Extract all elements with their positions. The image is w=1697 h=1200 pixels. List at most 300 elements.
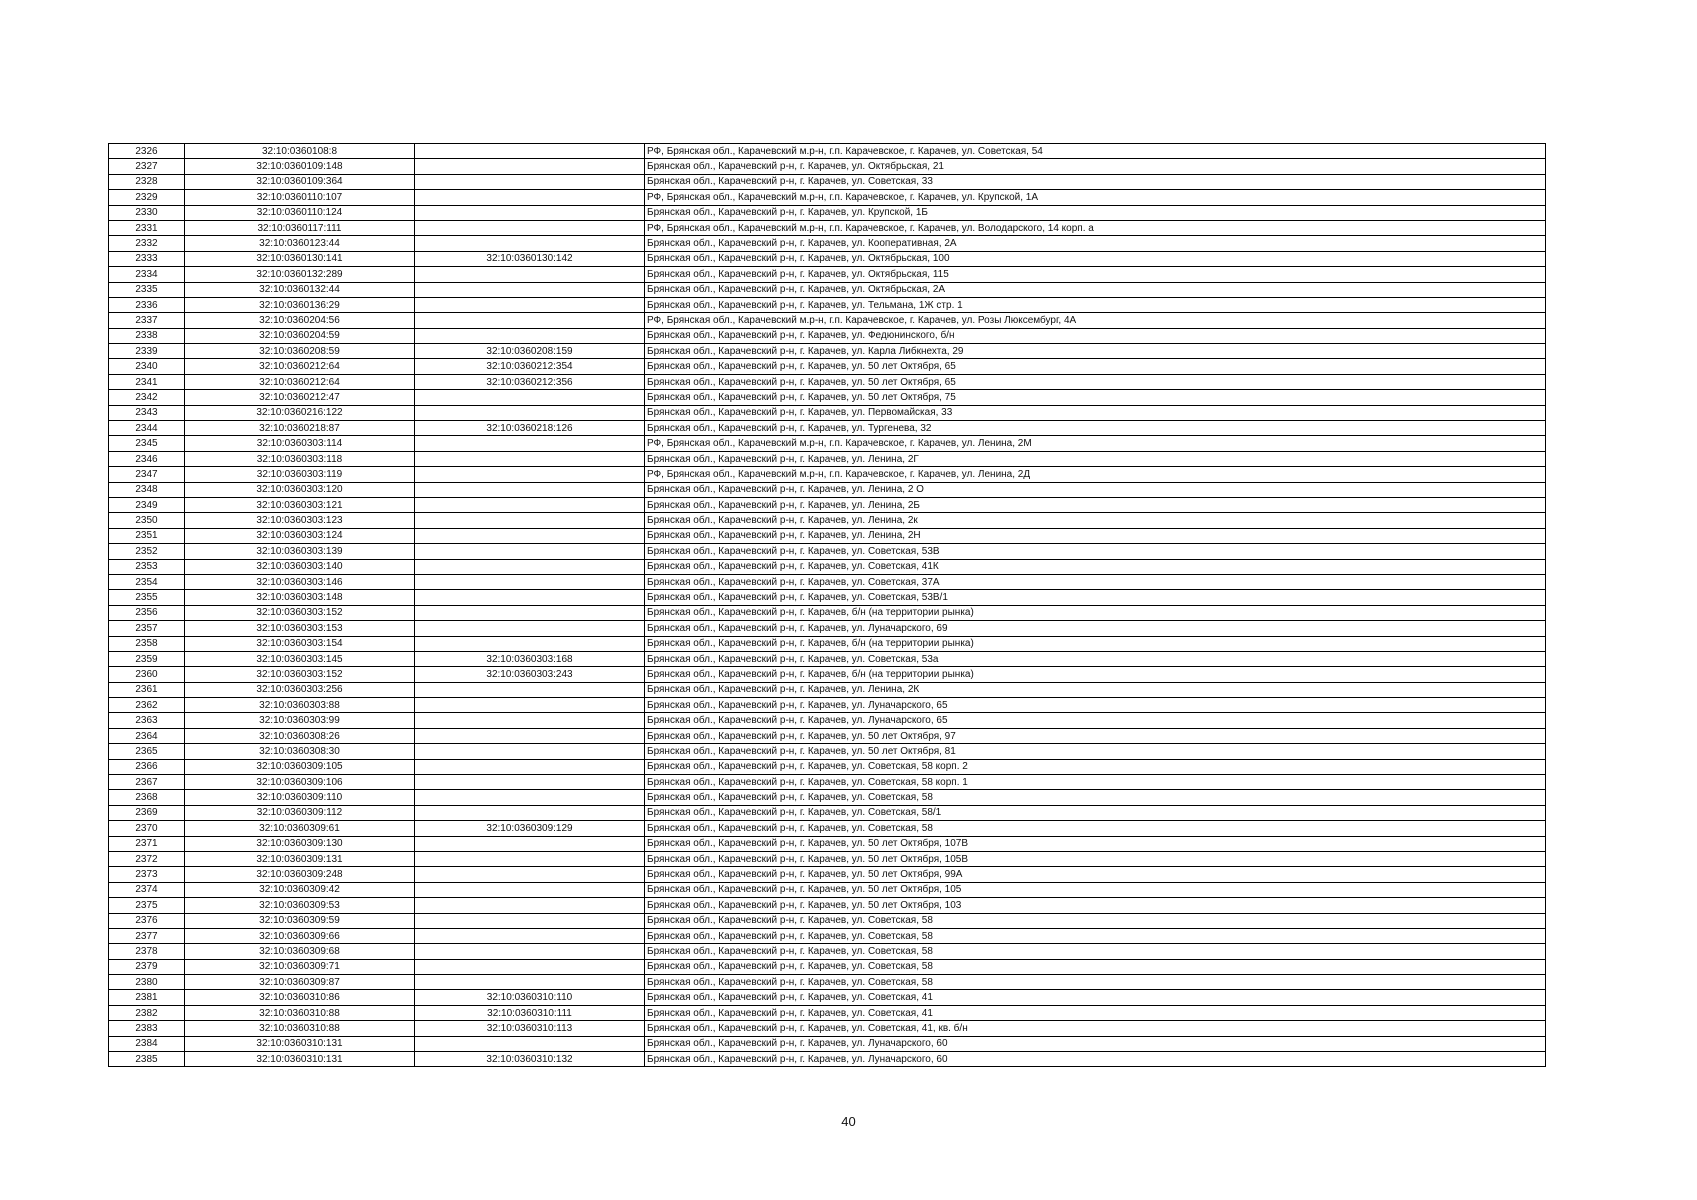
table-row xyxy=(109,359,1546,374)
cadastral-number-cell: 32:10:0360303:148 xyxy=(185,590,415,605)
table-row xyxy=(109,282,1546,297)
address-cell: Брянская обл., Карачевский р-н, г. Карачев, ул. Ленина, 2Б xyxy=(645,497,1546,512)
row-number-cell: 2359 xyxy=(109,651,185,666)
row-number-cell: 2344 xyxy=(109,421,185,436)
cadastral-number-cell: 32:10:0360309:71 xyxy=(185,959,415,974)
address-cell: Брянская обл., Карачевский р-н, г. Карачев, ул. 50 лет Октября, 65 xyxy=(645,374,1546,389)
cadastral-number-cell: 32:10:0360310:131 xyxy=(185,1052,415,1067)
cadastral-number-cell: 32:10:0360204:56 xyxy=(185,313,415,328)
cadastral-number-cell: 32:10:0360108:8 xyxy=(185,144,415,159)
cadastral-number-cell: 32:10:0360303:145 xyxy=(185,651,415,666)
table-row xyxy=(109,790,1546,805)
row-number-cell: 2374 xyxy=(109,882,185,897)
address-cell: Брянская обл., Карачевский р-н, г. Карачев, ул. Ленина, 2Г xyxy=(645,451,1546,466)
table-row xyxy=(109,713,1546,728)
cadastral-number-cell: 32:10:0360212:64 xyxy=(185,374,415,389)
cadastral-number-cell: 32:10:0360310:88 xyxy=(185,1021,415,1036)
table-row xyxy=(109,805,1546,820)
cadastral-number-cell: 32:10:0360309:87 xyxy=(185,975,415,990)
cadastral-number-cell: 32:10:0360218:87 xyxy=(185,421,415,436)
address-cell: Брянская обл., Карачевский р-н, г. Карачев, ул. 50 лет Октября, 97 xyxy=(645,728,1546,743)
cadastral-number-cell: 32:10:0360123:44 xyxy=(185,236,415,251)
row-number-cell: 2350 xyxy=(109,513,185,528)
table-row xyxy=(109,1036,1546,1051)
cadastral-number-cell: 32:10:0360208:59 xyxy=(185,344,415,359)
related-cadastral-number-cell xyxy=(415,482,645,497)
related-cadastral-number-cell xyxy=(415,882,645,897)
address-cell: Брянская обл., Карачевский р-н, г. Карачев, ул. Ленина, 2Н xyxy=(645,528,1546,543)
cadastral-number-cell: 32:10:0360303:99 xyxy=(185,713,415,728)
row-number-cell: 2378 xyxy=(109,944,185,959)
cadastral-number-cell: 32:10:0360303:114 xyxy=(185,436,415,451)
cadastral-number-cell: 32:10:0360309:131 xyxy=(185,851,415,866)
related-cadastral-number-cell: 32:10:0360310:113 xyxy=(415,1021,645,1036)
row-number-cell: 2348 xyxy=(109,482,185,497)
address-cell: Брянская обл., Карачевский р-н, г. Карачев, ул. Советская, 53а xyxy=(645,651,1546,666)
address-cell: Брянская обл., Карачевский р-н, г. Карачев, ул. Советская, 33 xyxy=(645,174,1546,189)
row-number-cell: 2383 xyxy=(109,1021,185,1036)
table-row xyxy=(109,405,1546,420)
related-cadastral-number-cell xyxy=(415,975,645,990)
cadastral-number-cell: 32:10:0360303:121 xyxy=(185,497,415,512)
related-cadastral-number-cell xyxy=(415,867,645,882)
address-cell: Брянская обл., Карачевский р-н, г. Карачев, ул. Крупской, 1Б xyxy=(645,205,1546,220)
related-cadastral-number-cell xyxy=(415,220,645,235)
row-number-cell: 2336 xyxy=(109,297,185,312)
row-number-cell: 2346 xyxy=(109,451,185,466)
related-cadastral-number-cell xyxy=(415,605,645,620)
row-number-cell: 2328 xyxy=(109,174,185,189)
cadastral-number-cell: 32:10:0360303:140 xyxy=(185,559,415,574)
related-cadastral-number-cell: 32:10:0360310:110 xyxy=(415,990,645,1005)
related-cadastral-number-cell xyxy=(415,898,645,913)
row-number-cell: 2373 xyxy=(109,867,185,882)
address-cell: Брянская обл., Карачевский р-н, г. Карачев, ул. 50 лет Октября, 81 xyxy=(645,744,1546,759)
cadastral-number-cell: 32:10:0360309:66 xyxy=(185,928,415,943)
table-row xyxy=(109,651,1546,666)
cadastral-number-cell: 32:10:0360132:44 xyxy=(185,282,415,297)
row-number-cell: 2366 xyxy=(109,759,185,774)
registry-table-body xyxy=(109,144,1546,1067)
row-number-cell: 2327 xyxy=(109,159,185,174)
address-cell: Брянская обл., Карачевский р-н, г. Карачев, ул. Федюнинского, б/н xyxy=(645,328,1546,343)
address-cell: Брянская обл., Карачевский р-н, г. Карачев, ул. Советская, 41 xyxy=(645,1005,1546,1020)
related-cadastral-number-cell xyxy=(415,390,645,405)
row-number-cell: 2371 xyxy=(109,836,185,851)
address-cell: Брянская обл., Карачевский р-н, г. Карачев, ул. Советская, 53В/1 xyxy=(645,590,1546,605)
row-number-cell: 2353 xyxy=(109,559,185,574)
address-cell: Брянская обл., Карачевский р-н, г. Карачев, ул. Советская, 58 xyxy=(645,790,1546,805)
related-cadastral-number-cell: 32:10:0360303:243 xyxy=(415,667,645,682)
related-cadastral-number-cell xyxy=(415,451,645,466)
related-cadastral-number-cell: 32:10:0360310:111 xyxy=(415,1005,645,1020)
table-row xyxy=(109,174,1546,189)
related-cadastral-number-cell xyxy=(415,759,645,774)
row-number-cell: 2326 xyxy=(109,144,185,159)
row-number-cell: 2339 xyxy=(109,344,185,359)
related-cadastral-number-cell xyxy=(415,267,645,282)
registry-table xyxy=(108,143,1546,1067)
table-row xyxy=(109,836,1546,851)
table-row xyxy=(109,975,1546,990)
row-number-cell: 2345 xyxy=(109,436,185,451)
row-number-cell: 2360 xyxy=(109,667,185,682)
address-cell: Брянская обл., Карачевский р-н, г. Карачев, ул. Советская, 37А xyxy=(645,574,1546,589)
address-cell: Брянская обл., Карачевский р-н, г. Карачев, ул. Советская, 58 xyxy=(645,944,1546,959)
cadastral-number-cell: 32:10:0360303:118 xyxy=(185,451,415,466)
table-row xyxy=(109,744,1546,759)
address-cell: Брянская обл., Карачевский р-н, г. Карачев, б/н (на территории рынка) xyxy=(645,667,1546,682)
cadastral-number-cell: 32:10:0360303:256 xyxy=(185,682,415,697)
address-cell: Брянская обл., Карачевский р-н, г. Карачев, ул. 50 лет Октября, 103 xyxy=(645,898,1546,913)
table-row xyxy=(109,636,1546,651)
row-number-cell: 2370 xyxy=(109,821,185,836)
related-cadastral-number-cell xyxy=(415,682,645,697)
table-row xyxy=(109,436,1546,451)
row-number-cell: 2376 xyxy=(109,913,185,928)
related-cadastral-number-cell xyxy=(415,436,645,451)
table-row xyxy=(109,928,1546,943)
row-number-cell: 2377 xyxy=(109,928,185,943)
table-row xyxy=(109,1021,1546,1036)
row-number-cell: 2385 xyxy=(109,1052,185,1067)
address-cell: РФ, Брянская обл., Карачевский м.р-н, г.п. Карачевское, г. Карачев, ул. Розы Люксембург, 4А xyxy=(645,313,1546,328)
related-cadastral-number-cell xyxy=(415,928,645,943)
table-row xyxy=(109,1052,1546,1067)
cadastral-number-cell: 32:10:0360309:68 xyxy=(185,944,415,959)
address-cell: Брянская обл., Карачевский р-н, г. Карачев, ул. Октябрьская, 2А xyxy=(645,282,1546,297)
table-row xyxy=(109,313,1546,328)
table-row xyxy=(109,482,1546,497)
address-cell: Брянская обл., Карачевский р-н, г. Карачев, ул. Советская, 41, кв. б/н xyxy=(645,1021,1546,1036)
address-cell: Брянская обл., Карачевский р-н, г. Карачев, ул. Советская, 53В xyxy=(645,544,1546,559)
row-number-cell: 2349 xyxy=(109,497,185,512)
row-number-cell: 2329 xyxy=(109,190,185,205)
related-cadastral-number-cell xyxy=(415,497,645,512)
cadastral-number-cell: 32:10:0360303:123 xyxy=(185,513,415,528)
cadastral-number-cell: 32:10:0360309:112 xyxy=(185,805,415,820)
related-cadastral-number-cell xyxy=(415,851,645,866)
address-cell: Брянская обл., Карачевский р-н, г. Карачев, ул. Советская, 41 xyxy=(645,990,1546,1005)
cadastral-number-cell: 32:10:0360308:26 xyxy=(185,728,415,743)
table-row xyxy=(109,267,1546,282)
address-cell: Брянская обл., Карачевский р-н, г. Карачев, ул. Карла Либкнехта, 29 xyxy=(645,344,1546,359)
cadastral-number-cell: 32:10:0360309:61 xyxy=(185,821,415,836)
row-number-cell: 2357 xyxy=(109,621,185,636)
cadastral-number-cell: 32:10:0360309:42 xyxy=(185,882,415,897)
row-number-cell: 2347 xyxy=(109,467,185,482)
cadastral-number-cell: 32:10:0360109:148 xyxy=(185,159,415,174)
address-cell: Брянская обл., Карачевский р-н, г. Карачев, ул. Советская, 58 корп. 2 xyxy=(645,759,1546,774)
address-cell: Брянская обл., Карачевский р-н, г. Карачев, ул. 50 лет Октября, 75 xyxy=(645,390,1546,405)
row-number-cell: 2375 xyxy=(109,898,185,913)
table-row xyxy=(109,667,1546,682)
row-number-cell: 2358 xyxy=(109,636,185,651)
table-row xyxy=(109,605,1546,620)
related-cadastral-number-cell xyxy=(415,698,645,713)
cadastral-number-cell: 32:10:0360310:131 xyxy=(185,1036,415,1051)
cadastral-number-cell: 32:10:0360309:59 xyxy=(185,913,415,928)
table-row xyxy=(109,821,1546,836)
row-number-cell: 2351 xyxy=(109,528,185,543)
cadastral-number-cell: 32:10:0360310:86 xyxy=(185,990,415,1005)
row-number-cell: 2384 xyxy=(109,1036,185,1051)
cadastral-number-cell: 32:10:0360110:124 xyxy=(185,205,415,220)
table-row xyxy=(109,220,1546,235)
related-cadastral-number-cell xyxy=(415,636,645,651)
table-row xyxy=(109,759,1546,774)
row-number-cell: 2338 xyxy=(109,328,185,343)
row-number-cell: 2364 xyxy=(109,728,185,743)
address-cell: Брянская обл., Карачевский р-н, г. Карачев, ул. 50 лет Октября, 105В xyxy=(645,851,1546,866)
row-number-cell: 2365 xyxy=(109,744,185,759)
row-number-cell: 2356 xyxy=(109,605,185,620)
row-number-cell: 2380 xyxy=(109,975,185,990)
cadastral-number-cell: 32:10:0360132:289 xyxy=(185,267,415,282)
related-cadastral-number-cell xyxy=(415,190,645,205)
table-row xyxy=(109,698,1546,713)
row-number-cell: 2372 xyxy=(109,851,185,866)
table-row xyxy=(109,882,1546,897)
address-cell: РФ, Брянская обл., Карачевский м.р-н, г.п. Карачевское, г. Карачев, ул. Ленина, 2Д xyxy=(645,467,1546,482)
table-row xyxy=(109,528,1546,543)
related-cadastral-number-cell: 32:10:0360130:142 xyxy=(415,251,645,266)
row-number-cell: 2355 xyxy=(109,590,185,605)
table-row xyxy=(109,867,1546,882)
row-number-cell: 2382 xyxy=(109,1005,185,1020)
cadastral-number-cell: 32:10:0360117:111 xyxy=(185,220,415,235)
cadastral-number-cell: 32:10:0360309:106 xyxy=(185,775,415,790)
table-row xyxy=(109,590,1546,605)
row-number-cell: 2361 xyxy=(109,682,185,697)
row-number-cell: 2363 xyxy=(109,713,185,728)
row-number-cell: 2354 xyxy=(109,574,185,589)
table-row xyxy=(109,144,1546,159)
page-number: 40 xyxy=(841,1114,856,1129)
table-row xyxy=(109,513,1546,528)
cadastral-number-cell: 32:10:0360309:53 xyxy=(185,898,415,913)
table-row xyxy=(109,190,1546,205)
related-cadastral-number-cell xyxy=(415,728,645,743)
address-cell: Брянская обл., Карачевский р-н, г. Карачев, б/н (на территории рынка) xyxy=(645,605,1546,620)
related-cadastral-number-cell xyxy=(415,775,645,790)
address-cell: Брянская обл., Карачевский р-н, г. Карачев, ул. Луначарского, 65 xyxy=(645,713,1546,728)
table-row xyxy=(109,251,1546,266)
address-cell: Брянская обл., Карачевский р-н, г. Карачев, ул. Луначарского, 60 xyxy=(645,1052,1546,1067)
address-cell: Брянская обл., Карачевский р-н, г. Карачев, ул. Октябрьская, 100 xyxy=(645,251,1546,266)
address-cell: Брянская обл., Карачевский р-н, г. Карачев, ул. Советская, 58 xyxy=(645,975,1546,990)
row-number-cell: 2368 xyxy=(109,790,185,805)
related-cadastral-number-cell xyxy=(415,205,645,220)
table-row xyxy=(109,621,1546,636)
address-cell: Брянская обл., Карачевский р-н, г. Карачев, ул. Тургенева, 32 xyxy=(645,421,1546,436)
row-number-cell: 2362 xyxy=(109,698,185,713)
row-number-cell: 2343 xyxy=(109,405,185,420)
address-cell: Брянская обл., Карачевский р-н, г. Карачев, ул. 50 лет Октября, 99А xyxy=(645,867,1546,882)
table-row xyxy=(109,559,1546,574)
row-number-cell: 2379 xyxy=(109,959,185,974)
table-row xyxy=(109,682,1546,697)
address-cell: РФ, Брянская обл., Карачевский м.р-н, г.п. Карачевское, г. Карачев, ул. Крупской, 1А xyxy=(645,190,1546,205)
address-cell: Брянская обл., Карачевский р-н, г. Карачев, ул. Советская, 58 xyxy=(645,959,1546,974)
related-cadastral-number-cell xyxy=(415,1036,645,1051)
table-row xyxy=(109,851,1546,866)
related-cadastral-number-cell xyxy=(415,528,645,543)
address-cell: РФ, Брянская обл., Карачевский м.р-н, г.п. Карачевское, г. Карачев, ул. Володарского, 14 корп. а xyxy=(645,220,1546,235)
cadastral-number-cell: 32:10:0360303:119 xyxy=(185,467,415,482)
table-row xyxy=(109,913,1546,928)
address-cell: Брянская обл., Карачевский р-н, г. Карачев, ул. Ленина, 2 О xyxy=(645,482,1546,497)
related-cadastral-number-cell xyxy=(415,621,645,636)
row-number-cell: 2331 xyxy=(109,220,185,235)
address-cell: Брянская обл., Карачевский р-н, г. Карачев, ул. Советская, 58/1 xyxy=(645,805,1546,820)
address-cell: Брянская обл., Карачевский р-н, г. Карачев, ул. Луначарского, 69 xyxy=(645,621,1546,636)
related-cadastral-number-cell xyxy=(415,513,645,528)
address-cell: РФ, Брянская обл., Карачевский м.р-н, г.п. Карачевское, г. Карачев, ул. Ленина, 2М xyxy=(645,436,1546,451)
related-cadastral-number-cell xyxy=(415,236,645,251)
table-row xyxy=(109,236,1546,251)
address-cell: Брянская обл., Карачевский р-н, г. Карачев, ул. Кооперативная, 2А xyxy=(645,236,1546,251)
table-row xyxy=(109,374,1546,389)
row-number-cell: 2369 xyxy=(109,805,185,820)
table-row xyxy=(109,205,1546,220)
address-cell: Брянская обл., Карачевский р-н, г. Карачев, ул. Тельмана, 1Ж стр. 1 xyxy=(645,297,1546,312)
cadastral-number-cell: 32:10:0360212:47 xyxy=(185,390,415,405)
table-row xyxy=(109,497,1546,512)
related-cadastral-number-cell xyxy=(415,559,645,574)
cadastral-number-cell: 32:10:0360212:64 xyxy=(185,359,415,374)
related-cadastral-number-cell xyxy=(415,467,645,482)
table-row xyxy=(109,297,1546,312)
table-row xyxy=(109,775,1546,790)
table-row xyxy=(109,944,1546,959)
cadastral-number-cell: 32:10:0360110:107 xyxy=(185,190,415,205)
related-cadastral-number-cell: 32:10:0360218:126 xyxy=(415,421,645,436)
address-cell: Брянская обл., Карачевский р-н, г. Карачев, ул. Ленина, 2к xyxy=(645,513,1546,528)
cadastral-number-cell: 32:10:0360130:141 xyxy=(185,251,415,266)
table-row xyxy=(109,421,1546,436)
related-cadastral-number-cell xyxy=(415,328,645,343)
row-number-cell: 2334 xyxy=(109,267,185,282)
related-cadastral-number-cell xyxy=(415,713,645,728)
table-row xyxy=(109,544,1546,559)
cadastral-number-cell: 32:10:0360204:59 xyxy=(185,328,415,343)
related-cadastral-number-cell xyxy=(415,744,645,759)
row-number-cell: 2381 xyxy=(109,990,185,1005)
cadastral-number-cell: 32:10:0360303:152 xyxy=(185,605,415,620)
related-cadastral-number-cell xyxy=(415,836,645,851)
address-cell: Брянская обл., Карачевский р-н, г. Карачев, б/н (на территории рынка) xyxy=(645,636,1546,651)
cadastral-number-cell: 32:10:0360303:120 xyxy=(185,482,415,497)
table-row xyxy=(109,390,1546,405)
related-cadastral-number-cell xyxy=(415,913,645,928)
row-number-cell: 2340 xyxy=(109,359,185,374)
related-cadastral-number-cell: 32:10:0360208:159 xyxy=(415,344,645,359)
row-number-cell: 2335 xyxy=(109,282,185,297)
related-cadastral-number-cell xyxy=(415,297,645,312)
cadastral-number-cell: 32:10:0360308:30 xyxy=(185,744,415,759)
address-cell: Брянская обл., Карачевский р-н, г. Карачев, ул. Луначарского, 65 xyxy=(645,698,1546,713)
related-cadastral-number-cell xyxy=(415,574,645,589)
cadastral-number-cell: 32:10:0360303:153 xyxy=(185,621,415,636)
cadastral-number-cell: 32:10:0360136:29 xyxy=(185,297,415,312)
table-row xyxy=(109,344,1546,359)
row-number-cell: 2337 xyxy=(109,313,185,328)
related-cadastral-number-cell xyxy=(415,959,645,974)
address-cell: Брянская обл., Карачевский р-н, г. Карачев, ул. 50 лет Октября, 65 xyxy=(645,359,1546,374)
table-row xyxy=(109,467,1546,482)
cadastral-number-cell: 32:10:0360303:152 xyxy=(185,667,415,682)
address-cell: Брянская обл., Карачевский р-н, г. Карачев, ул. Советская, 58 xyxy=(645,928,1546,943)
related-cadastral-number-cell xyxy=(415,159,645,174)
row-number-cell: 2333 xyxy=(109,251,185,266)
address-cell: Брянская обл., Карачевский р-н, г. Карачев, ул. Ленина, 2К xyxy=(645,682,1546,697)
table-row xyxy=(109,898,1546,913)
related-cadastral-number-cell xyxy=(415,144,645,159)
related-cadastral-number-cell: 32:10:0360309:129 xyxy=(415,821,645,836)
address-cell: Брянская обл., Карачевский р-н, г. Карачев, ул. Первомайская, 33 xyxy=(645,405,1546,420)
cadastral-number-cell: 32:10:0360303:139 xyxy=(185,544,415,559)
related-cadastral-number-cell xyxy=(415,944,645,959)
address-cell: Брянская обл., Карачевский р-н, г. Карачев, ул. Советская, 58 корп. 1 xyxy=(645,775,1546,790)
cadastral-number-cell: 32:10:0360309:248 xyxy=(185,867,415,882)
table-row xyxy=(109,574,1546,589)
table-row xyxy=(109,451,1546,466)
address-cell: Брянская обл., Карачевский р-н, г. Карачев, ул. Советская, 58 xyxy=(645,821,1546,836)
related-cadastral-number-cell: 32:10:0360212:356 xyxy=(415,374,645,389)
related-cadastral-number-cell xyxy=(415,544,645,559)
table-row xyxy=(109,159,1546,174)
related-cadastral-number-cell: 32:10:0360303:168 xyxy=(415,651,645,666)
cadastral-number-cell: 32:10:0360309:105 xyxy=(185,759,415,774)
related-cadastral-number-cell xyxy=(415,790,645,805)
table-row xyxy=(109,959,1546,974)
address-cell: Брянская обл., Карачевский р-н, г. Карачев, ул. Луначарского, 60 xyxy=(645,1036,1546,1051)
cadastral-number-cell: 32:10:0360310:88 xyxy=(185,1005,415,1020)
row-number-cell: 2352 xyxy=(109,544,185,559)
address-cell: Брянская обл., Карачевский р-н, г. Карачев, ул. Октябрьская, 21 xyxy=(645,159,1546,174)
related-cadastral-number-cell xyxy=(415,282,645,297)
related-cadastral-number-cell: 32:10:0360212:354 xyxy=(415,359,645,374)
row-number-cell: 2341 xyxy=(109,374,185,389)
row-number-cell: 2367 xyxy=(109,775,185,790)
table-row xyxy=(109,1005,1546,1020)
address-cell: РФ, Брянская обл., Карачевский м.р-н, г.п. Карачевское, г. Карачев, ул. Советская, 54 xyxy=(645,144,1546,159)
address-cell: Брянская обл., Карачевский р-н, г. Карачев, ул. Советская, 58 xyxy=(645,913,1546,928)
row-number-cell: 2332 xyxy=(109,236,185,251)
address-cell: Брянская обл., Карачевский р-н, г. Карачев, ул. 50 лет Октября, 105 xyxy=(645,882,1546,897)
related-cadastral-number-cell xyxy=(415,590,645,605)
cadastral-number-cell: 32:10:0360309:110 xyxy=(185,790,415,805)
address-cell: Брянская обл., Карачевский р-н, г. Карачев, ул. Советская, 41К xyxy=(645,559,1546,574)
cadastral-number-cell: 32:10:0360303:124 xyxy=(185,528,415,543)
related-cadastral-number-cell xyxy=(415,174,645,189)
row-number-cell: 2342 xyxy=(109,390,185,405)
related-cadastral-number-cell xyxy=(415,805,645,820)
table-row xyxy=(109,990,1546,1005)
related-cadastral-number-cell: 32:10:0360310:132 xyxy=(415,1052,645,1067)
cadastral-number-cell: 32:10:0360303:154 xyxy=(185,636,415,651)
cadastral-number-cell: 32:10:0360303:146 xyxy=(185,574,415,589)
cadastral-number-cell: 32:10:0360109:364 xyxy=(185,174,415,189)
cadastral-number-cell: 32:10:0360303:88 xyxy=(185,698,415,713)
table-row xyxy=(109,328,1546,343)
address-cell: Брянская обл., Карачевский р-н, г. Карачев, ул. Октябрьская, 115 xyxy=(645,267,1546,282)
related-cadastral-number-cell xyxy=(415,313,645,328)
table-row xyxy=(109,728,1546,743)
related-cadastral-number-cell xyxy=(415,405,645,420)
cadastral-number-cell: 32:10:0360216:122 xyxy=(185,405,415,420)
